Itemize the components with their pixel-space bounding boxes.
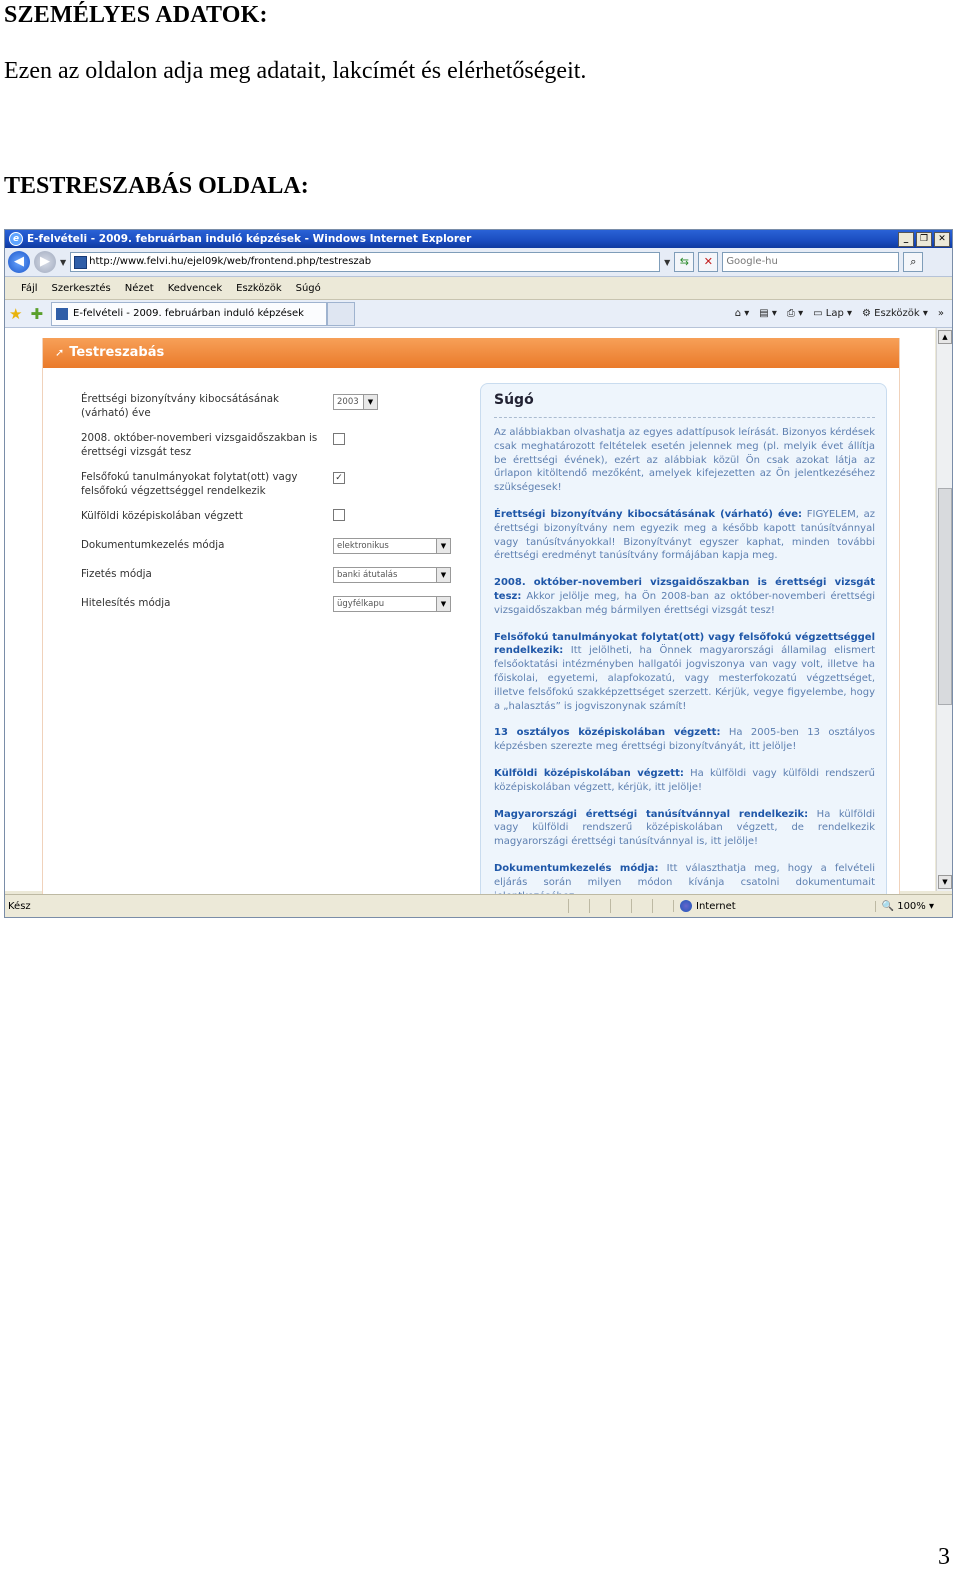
browser-window xyxy=(4,229,953,918)
help-text-span: Ha külföldi vagy külföldi rendszerű középiskolában végzett, de rendelkezik magyarországi érettségi tanúsítvánnyal is, itt jelölje! xyxy=(494,808,875,848)
menu-help[interactable]: Súgó xyxy=(295,282,321,294)
help-term: Külföldi középiskolában végzett: xyxy=(494,767,684,779)
url-dropdown-icon[interactable]: ▼ xyxy=(664,257,671,267)
zoom-control[interactable]: 🔍 100% ▾ xyxy=(875,901,952,912)
form-label: Érettségi bizonyítvány kibocsátásának (várható) éve xyxy=(81,393,280,419)
scroll-down-icon[interactable]: ▼ xyxy=(938,875,952,889)
document-handling-select[interactable] xyxy=(333,538,451,554)
chevron-down-icon: ▼ xyxy=(436,568,450,582)
window-title: E-felvételi - 2009. februárban induló képzések - Windows Internet Explorer xyxy=(27,233,472,245)
help-term: 13 osztályos középiskolában végzett: xyxy=(494,727,721,739)
help-paragraph xyxy=(494,767,875,795)
help-box xyxy=(480,383,887,905)
help-text-span: Itt jelölheti, ha Önnek magyarországi államilag elismert felsőoktatási intézményben hallgatói jogviszonya van vagy volt, illetve ha főiskolai, egyetemi, alapfokozatú, vagy mesterfokozatú végzettséget, illetve felsőfokú szakképzettséget szerzett. Kérjük, vegye figyelembe, hogy a „halasztás” is jogviszonynak számít! xyxy=(494,645,875,712)
page-number: 3 xyxy=(938,1544,950,1570)
help-paragraph xyxy=(494,726,875,754)
section-title: Testreszabás xyxy=(69,345,165,360)
form-label: Fizetés módja xyxy=(81,568,152,580)
help-term: Magyarországi érettségi tanúsítvánnyal rendelkezik: xyxy=(494,808,809,820)
zone-label: Internet xyxy=(696,900,736,912)
help-text-span: Ha 2005-ben 13 osztályos képzésben szerezte meg érettségi bizonyítványát, itt jelölje! xyxy=(494,727,875,753)
select-value: elektronikus xyxy=(337,541,389,551)
zoom-value: 100% xyxy=(897,900,926,912)
help-paragraph xyxy=(494,576,875,617)
menu-file[interactable]: Fájl xyxy=(21,282,38,294)
menu-view[interactable]: Nézet xyxy=(124,282,154,294)
page-menu-button[interactable]: ▭ Lap ▾ xyxy=(813,308,853,319)
form-label: Hitelesítés módja xyxy=(81,597,171,609)
url-field[interactable] xyxy=(70,252,660,272)
select-value: ügyfélkapu xyxy=(337,599,385,609)
authentication-select[interactable] xyxy=(333,596,451,612)
close-button[interactable]: ✕ xyxy=(934,232,950,247)
page-menu-label: Lap xyxy=(825,308,844,319)
add-favorite-icon[interactable]: ✚ xyxy=(30,304,44,323)
status-cell xyxy=(652,899,673,913)
customization-panel xyxy=(42,338,900,898)
url-text: http://www.felvi.hu/ejel09k/web/frontend.php/testreszab xyxy=(89,256,372,267)
globe-icon xyxy=(680,900,692,912)
status-bar xyxy=(5,894,952,917)
help-text-span: Itt választhatja meg, hogy a felvételi eljárás során milyen módon kívánja csatolni dokumentumait xyxy=(494,862,875,888)
forward-button[interactable]: ▶ xyxy=(34,251,56,273)
tab-favicon-icon xyxy=(56,308,68,320)
status-cell xyxy=(631,899,652,913)
help-text-span: Az alábbiakban olvashatja az egyes adattípusok leírását. Bizonyos kérdések csak meghatározott feltételek esetén jelennek meg (pl. melyik évet állítja be érettségi évének), ezért az alábbiak közül Ön csak azokat látja az űrlapon kitöltendő mezőként, amelyek kifejezetten az Ön jelentkezéséhez szükségesek! xyxy=(494,427,875,494)
menu-edit[interactable]: Szerkesztés xyxy=(51,282,111,294)
arrow-icon: ➚ xyxy=(55,346,65,359)
security-zone[interactable] xyxy=(673,900,840,912)
menu-tools[interactable]: Eszközök xyxy=(236,282,282,294)
help-term: 2008. október-novemberi vizsgaidőszakban is érettségi vizsgát tesz: xyxy=(494,577,875,602)
scroll-thumb[interactable] xyxy=(938,488,952,705)
chevron-down-icon: ▼ xyxy=(363,395,377,409)
form-label: Felsőfokú tanulmányokat folytat(ott) vagy felsőfokú végzettséggel rendelkezik xyxy=(81,471,298,497)
favorites-bar xyxy=(5,300,952,328)
form-label: Külföldi középiskolában végzett xyxy=(81,510,243,522)
tools-menu-label: Eszközök xyxy=(874,308,920,319)
form-label: 2008. október-novemberi vizsgaidőszakban is érettségi vizsgát tesz xyxy=(81,432,318,458)
help-term: Érettségi bizonyítvány kibocsátásának (várható) éve: xyxy=(494,508,803,520)
title-bar xyxy=(5,230,952,248)
address-bar xyxy=(5,248,952,277)
tools-menu-button[interactable]: ⚙ Eszközök ▾ xyxy=(862,308,928,319)
select-value: banki átutalás xyxy=(337,570,398,580)
help-text-span: FIGYELEM, az érettségi bizonyítvány nem egyezik meg a később kapott tanúsítvánnyal vagy tanúsítványokkal! Bizonyítványt egyszer kaphat, minden további érettségi eredményt tanúsítvány formájában kapja meg. xyxy=(494,508,876,562)
home-icon[interactable]: ⌂ ▾ xyxy=(734,308,750,319)
help-paragraph xyxy=(494,631,875,714)
ie-logo-icon: e xyxy=(9,232,23,246)
page-favicon-icon xyxy=(74,256,87,269)
autumn-exam-checkbox[interactable] xyxy=(333,433,345,445)
form-label: Dokumentumkezelés módja xyxy=(81,539,225,551)
feeds-icon[interactable]: ▤ ▾ xyxy=(759,308,777,319)
favorites-star-icon[interactable]: ★ xyxy=(9,304,23,323)
status-cell xyxy=(610,899,631,913)
status-cell xyxy=(589,899,610,913)
help-text xyxy=(494,426,875,916)
heading-customization: TESTRESZABÁS OLDALA: xyxy=(4,173,309,199)
select-value: 2003 xyxy=(337,397,359,407)
print-icon[interactable]: ⎙ ▾ xyxy=(786,308,804,319)
payment-method-select[interactable] xyxy=(333,567,451,583)
page-viewport xyxy=(5,328,935,891)
history-dropdown-icon[interactable]: ▼ xyxy=(60,257,67,267)
restore-button[interactable]: ❐ xyxy=(916,232,932,247)
help-paragraph xyxy=(494,808,875,849)
chevron-more-icon[interactable]: » xyxy=(937,308,944,319)
stop-button[interactable]: ✕ xyxy=(698,252,718,272)
minimize-button[interactable]: _ xyxy=(898,232,914,247)
help-text-span: Ha külföldi vagy külföldi rendszerű középiskolában végzett, kérjük, itt jelölje! xyxy=(494,767,875,793)
help-paragraph xyxy=(494,426,875,495)
higher-education-checkbox[interactable]: ✓ xyxy=(333,472,345,484)
chevron-down-icon: ▼ xyxy=(436,539,450,553)
search-input[interactable]: Google-hu xyxy=(722,252,899,272)
tab-title: E-felvételi - 2009. februárban induló képzések xyxy=(73,308,304,319)
help-term: Dokumentumkezelés módja: xyxy=(494,862,659,874)
help-text-span: Akkor jelölje meg, ha Ön 2008-ban az október-novemberi érettségi vizsgaidőszakban még bármilyen érettségi vizsgát tesz! xyxy=(494,590,875,616)
menu-bar xyxy=(5,277,952,300)
help-divider xyxy=(494,417,875,418)
refresh-button[interactable]: ⇆ xyxy=(674,252,694,272)
help-term: Felsőfokú tanulmányokat folytat(ott) vagy felsőfokú végzettséggel rendelkezik: xyxy=(494,631,875,657)
search-button[interactable]: ⌕ xyxy=(903,252,923,272)
chevron-down-icon: ▼ xyxy=(436,597,450,611)
heading-personal-data: SZEMÉLYES ADATOK: xyxy=(4,2,268,28)
menu-favorites[interactable]: Kedvencek xyxy=(167,282,223,294)
tab-active[interactable] xyxy=(51,302,327,326)
graduation-year-select[interactable] xyxy=(333,394,378,410)
vertical-scrollbar[interactable] xyxy=(936,328,952,891)
back-button[interactable]: ◀ xyxy=(8,251,30,273)
foreign-school-checkbox[interactable] xyxy=(333,509,345,521)
new-tab-button[interactable] xyxy=(327,302,355,326)
section-header xyxy=(43,338,899,368)
status-cell xyxy=(568,899,589,913)
intro-text: Ezen az oldalon adja meg adatait, lakcímét és elérhetőségeit. xyxy=(4,58,587,84)
status-text: Kész xyxy=(8,900,31,912)
scroll-up-icon[interactable]: ▲ xyxy=(938,330,952,344)
help-title: Súgó xyxy=(494,392,534,408)
help-paragraph xyxy=(494,508,875,563)
